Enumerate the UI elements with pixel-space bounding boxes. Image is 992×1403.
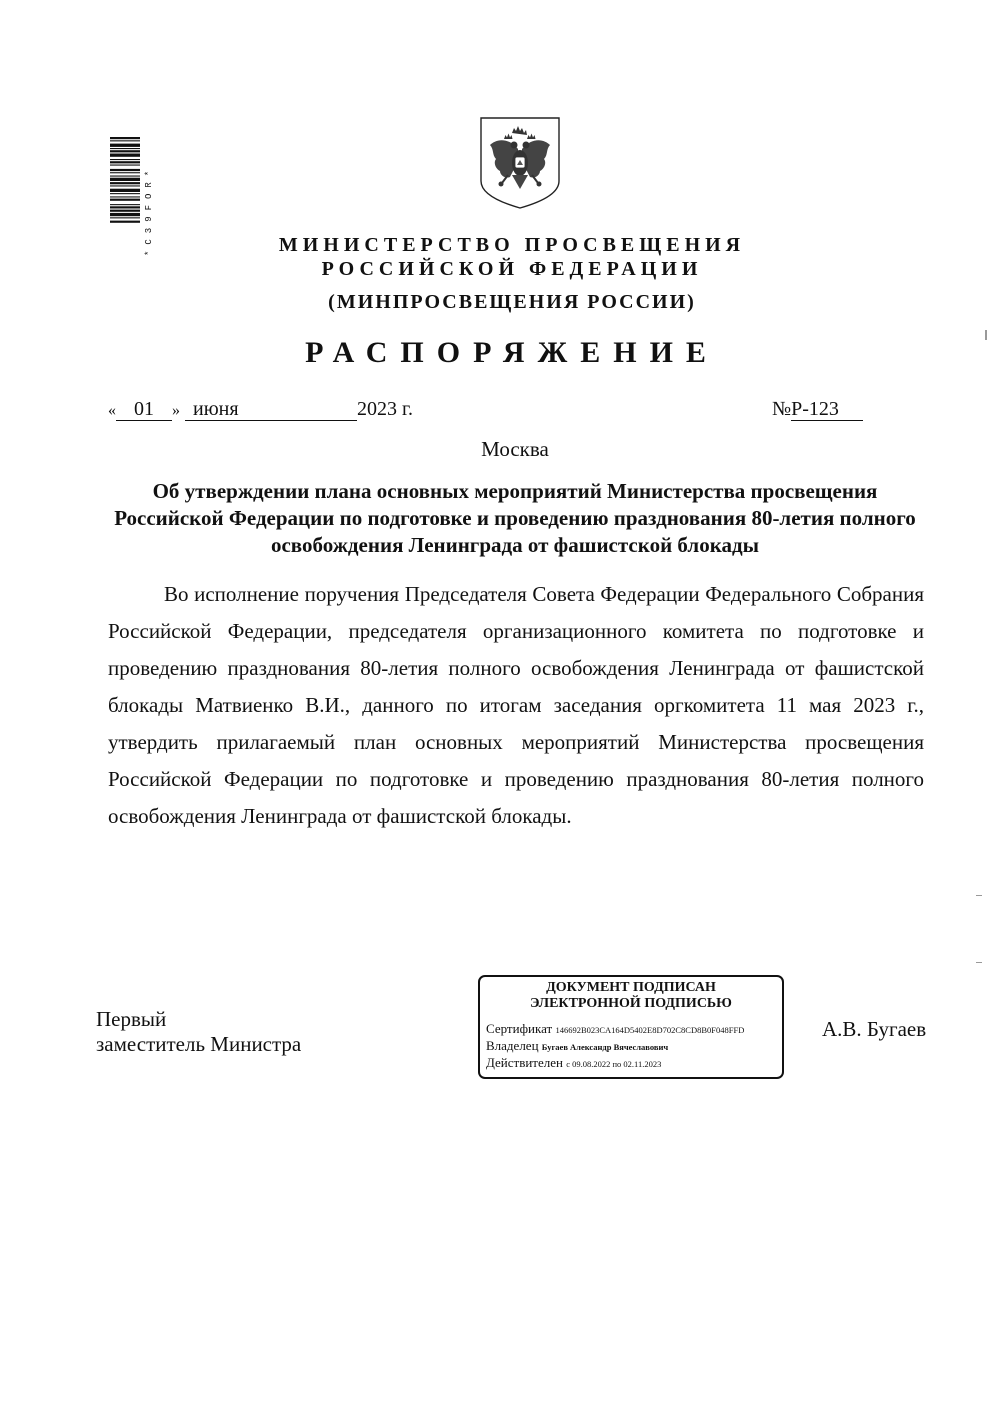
barcode-code: *C39FOR* bbox=[144, 164, 154, 256]
document-type-title: РАСПОРЯЖЕНИЕ bbox=[305, 336, 719, 369]
barcode-bar bbox=[110, 165, 140, 166]
stamp-certificate bbox=[486, 1021, 744, 1038]
scan-speck bbox=[976, 962, 982, 963]
document-subject: Об утверждении плана основных мероприятий Министерства просвещения Российской Федерации по подготовке и проведению празднования 80-летия полного освобождения Ленинграда от фашистской блокады bbox=[114, 479, 916, 557]
signer-name: А.В. Бугаев bbox=[822, 1017, 927, 1041]
number-value: Р-123 bbox=[791, 398, 863, 421]
barcode-bar bbox=[110, 210, 140, 212]
stamp-certificate-value: 146692B023CA164D5402E8D702C8CD8B0F048FFD bbox=[555, 1025, 745, 1035]
date-month: июня bbox=[185, 398, 357, 421]
document-body: Во исполнение поручения Председателя Совета Федерации Федерального Собрания Российской Федерации, председателя организационного комитета по подготовке и проведению празднования 80-летия полного освобождения Ленинграда от фашистской блокады Матвиенко В.И., данного по итогам заседания оргкомитета 11 мая 2023 г., утвердить прилагаемый план основных мероприятий Министерства просвещения Российской Федерации по подготовке и проведению празднования 80-летия полного освобождения Ленинграда от фашистской блокады. bbox=[108, 582, 924, 828]
barcode-bar bbox=[110, 144, 140, 147]
city: Москва bbox=[481, 437, 549, 461]
stamp-validity-value: с 09.08.2022 по 02.11.2023 bbox=[566, 1059, 662, 1069]
signer-title bbox=[96, 1007, 301, 1057]
barcode-bar bbox=[110, 182, 140, 184]
barcode-bar bbox=[110, 185, 140, 186]
scan-speck bbox=[976, 895, 982, 896]
barcode-bar bbox=[110, 204, 140, 205]
electronic-signature-stamp bbox=[478, 975, 784, 1079]
date-open-quote: « bbox=[108, 402, 116, 419]
number-sign: № bbox=[772, 398, 792, 420]
document-date bbox=[108, 396, 413, 424]
signer-title-line1: Первый bbox=[96, 1007, 167, 1031]
stamp-validity-label: Действителен bbox=[486, 1055, 563, 1070]
stamp-title bbox=[480, 980, 782, 1012]
barcode-bar bbox=[110, 196, 140, 197]
barcode-bar bbox=[110, 172, 140, 173]
barcode-bar bbox=[110, 217, 140, 218]
document-number bbox=[772, 396, 863, 422]
ministry-short-name: (МИНПРОСВЕЩЕНИЯ РОССИИ) bbox=[328, 291, 696, 313]
barcode-bar bbox=[110, 161, 140, 163]
stamp-owner bbox=[486, 1038, 668, 1055]
stamp-title-line2: ЭЛЕКТРОННОЙ ПОДПИСЬЮ bbox=[530, 996, 732, 1011]
ministry-name-line1: МИНИСТЕРСТВО ПРОСВЕЩЕНИЯ bbox=[278, 234, 746, 256]
barcode-bar bbox=[110, 148, 140, 149]
barcode-bar bbox=[110, 150, 140, 152]
ministry-name-line2: РОССИЙСКОЙ ФЕДЕРАЦИИ bbox=[321, 258, 703, 280]
coat-of-arms-emblem bbox=[478, 115, 562, 211]
stamp-certificate-label: Сертификат bbox=[486, 1021, 553, 1036]
barcode-bar bbox=[110, 140, 140, 141]
barcode-bar bbox=[110, 169, 140, 171]
barcode-bar bbox=[110, 159, 140, 160]
barcode-bar bbox=[110, 154, 140, 157]
stamp-validity bbox=[486, 1055, 661, 1072]
scan-speck bbox=[985, 330, 987, 340]
barcode-bar bbox=[110, 193, 140, 194]
barcode-bar bbox=[110, 178, 140, 181]
signer-title-line2: заместитель Министра bbox=[96, 1032, 302, 1056]
stamp-owner-label: Владелец bbox=[486, 1038, 539, 1053]
date-day: 01 bbox=[116, 398, 172, 421]
barcode-bar bbox=[110, 206, 140, 208]
barcode-bar bbox=[110, 221, 140, 223]
barcode-bar bbox=[110, 176, 140, 177]
stamp-title-line1: ДОКУМЕНТ ПОДПИСАН bbox=[546, 980, 716, 995]
barcode-bar bbox=[110, 213, 140, 216]
date-close-quote: » bbox=[172, 402, 180, 419]
barcode-bar bbox=[110, 137, 140, 139]
stamp-owner-value: Бугаев Александр Вячеславович bbox=[541, 1042, 669, 1052]
barcode-bar bbox=[110, 199, 140, 201]
date-year: 2023 г. bbox=[357, 398, 413, 420]
barcode-bar bbox=[110, 189, 140, 192]
